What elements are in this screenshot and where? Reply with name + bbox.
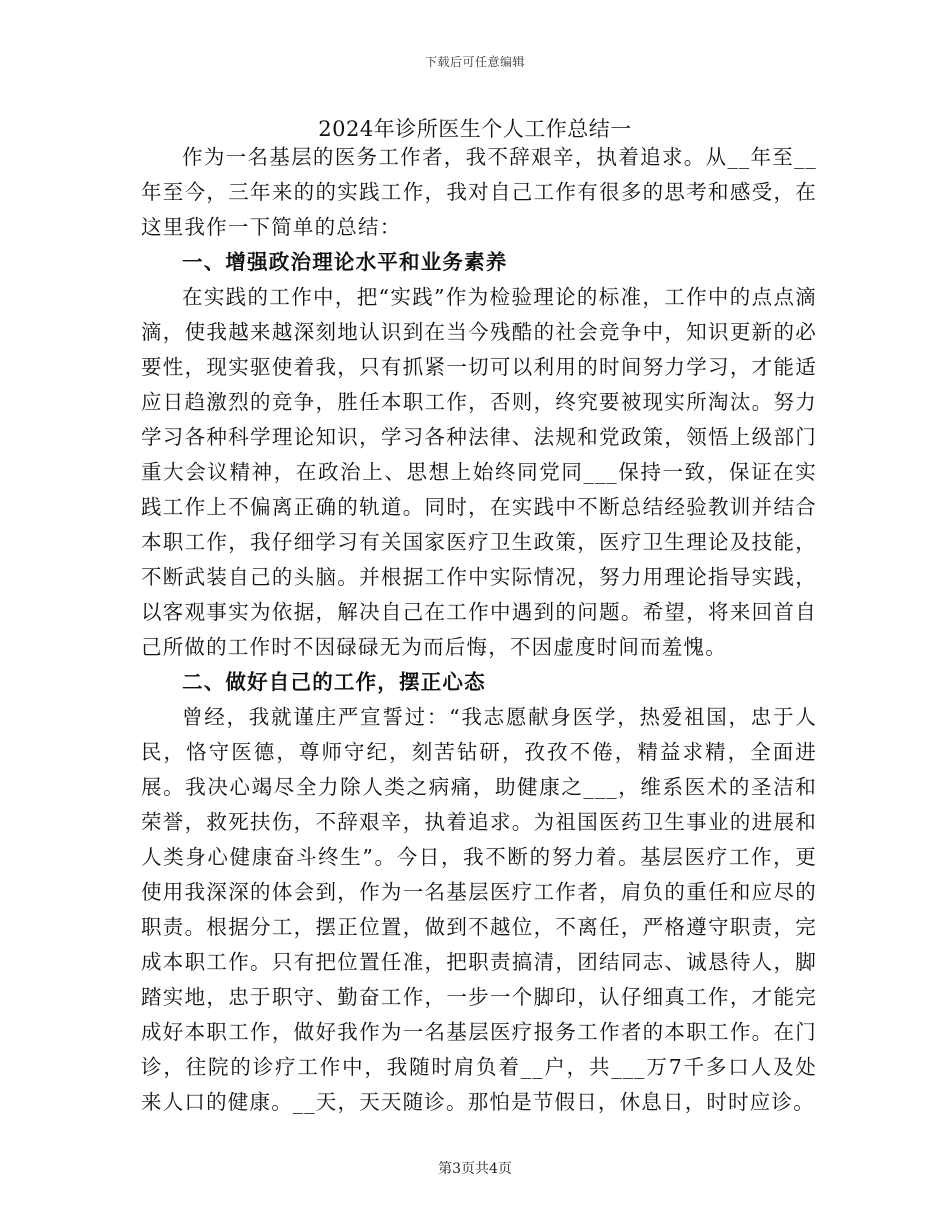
document-title: 2024年诊所医生个人工作总结一 — [318, 117, 632, 141]
section-2-paragraph: 曾经，我就谨庄严宣誓过：“我志愿献身医学，热爱祖国，忠于人民，恪守医德，尊师守纪，刻苦钻研，孜孜不倦，精益求精，全面进展。我决心竭尽全力除人类之病痛，助健康之___，维系医术的圣洁和荣誉，救死扶伤，不辞艰辛，执着追求。为祖国医药卫生事业的进展和人类身心健康奋斗终生”。今日，我不断的努力着。基层医疗工作，更使用我深深的体会到，作为一名基层医疗工作者，肩负的重任和应尽的职责。根据分工，摆正位置，做到不越位，不离任，严格遵守职责，完成本职工作。只有把位置任准，把职责搞清，团结同志、诚恳待人，脚踏实地，忠于职守、勤奋工作，一步一个脚印，认仔细真工作，才能完成好本职工作，做好我作为一名基层医疗报务工作者的本职工作。在门诊，往院的诊疗工作中，我随时肩负着__户，共___万7千多口人及处来人口的健康。__天，天天随诊。那怕是节假日，休息日，时时应诊。 — [141, 705, 817, 1114]
intro-paragraph: 作为一名基层的医务工作者，我不辞艰辛，执着追求。从__年至__年至今，三年来的的实践工作，我对自己工作有很多的思考和感受，在这里我作一下简单的总结： — [141, 145, 817, 239]
page-footer: 第3页共4页 — [438, 1161, 512, 1177]
section-1-paragraph: 在实践的工作中，把“实践”作为检验理论的标准，工作中的点点滴滴，使我越来越深刻地认识到在当今残酷的社会竞争中，知识更新的必要性，现实驱使着我，只有抓紧一切可以利用的时间努力学习，才能适应日趋激烈的竞争，胜任本职工作，否则，终究要被现实所淘汰。努力学习各种科学理论知识，学习各种法律、法规和党政策，领悟上级部门重大会议精神，在政治上、思想上始终同党同___保持一致，保证在实践工作上不偏离正确的轨道。同时，在实践中不断总结经验教训并结合本职工作，我仔细学习有关国家医疗卫生政策，医疗卫生理论及技能，不断武装自己的头脑。并根据工作中实际情况，努力用理论指导实践，以客观事实为依据，解决自己在工作中遇到的问题。希望，将来回首自己所做的工作时不因碌碌无为而后悔，不因虚度时间而羞愧。 — [141, 285, 817, 659]
document-body — [141, 140, 817, 1120]
page-header: 下载后可任意编辑 — [424, 55, 525, 69]
section-2-heading: 二、做好自己的工作，摆正心态 — [182, 670, 486, 694]
section-1-heading: 一、增强政治理论水平和业务素养 — [182, 250, 508, 274]
